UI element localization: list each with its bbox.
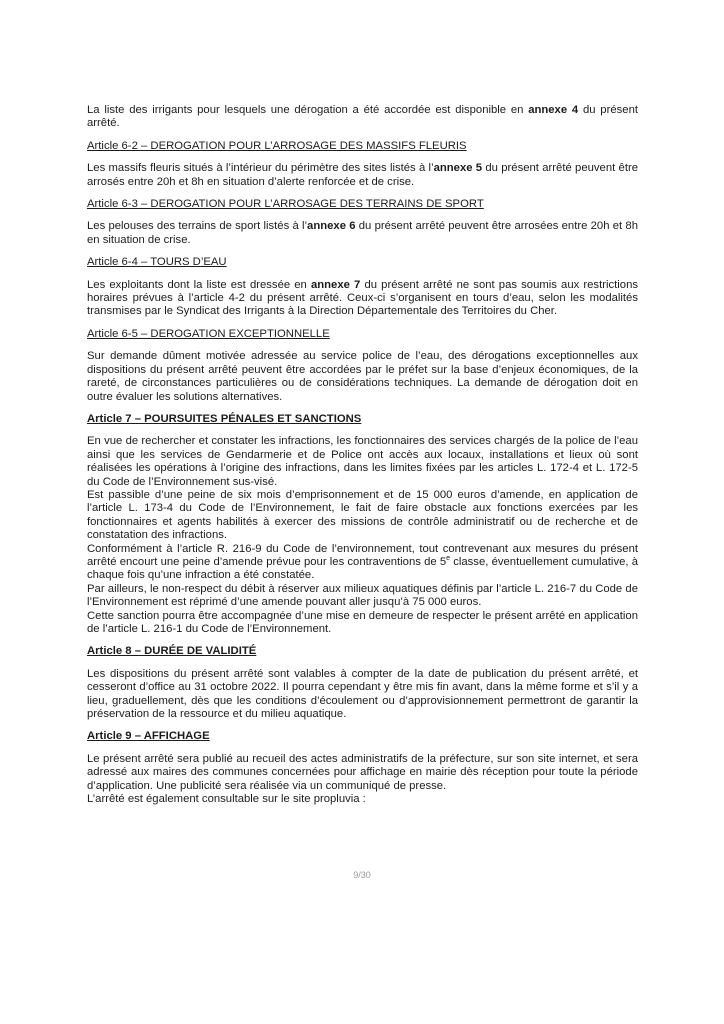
article-9-paragraph-2: L’arrêté est également consultable sur le site propluvia : bbox=[87, 793, 366, 806]
article-7-paragraph-3-text-end: classe, éventuellement cumulative, à chaque fois qu’une infraction a été constatée. bbox=[87, 555, 638, 582]
page-number: 9/30 bbox=[353, 870, 371, 880]
article-6-4-text-end: du présent arrêté ne sont pas soumis aux restrictions horaires prévues à l’article 4-2 du présent arrêté. Ceux-ci s’organisent en tours d’eau, selon les modalités transmises par le Syndicat des Irrigants à la Direction Départementale des Territoires du Cher. bbox=[87, 278, 639, 318]
intro-text-end: du présent arrêté. bbox=[87, 104, 638, 130]
article-6-5-paragraph: Sur demande dûment motivée adressée au service police de l’eau, des dérogations exceptionnelles aux dispositions du présent arrêté peuvent être accordées par le préfet sur la base d’enjeux économiques, de la rareté, de circonstances particulières ou de considérations techniques. La demande de dérogation doit en outre évaluer les solutions alternatives. bbox=[87, 350, 638, 403]
superscript-e: e bbox=[446, 555, 451, 563]
article-7-body bbox=[87, 435, 638, 636]
article-8-heading: Article 8 – DURÉE DE VALIDITÉ bbox=[87, 645, 257, 658]
article-6-2-text: Les massifs fleuris situés à l’intérieur du périmètre des sites listés à l’ bbox=[87, 162, 434, 175]
article-7-paragraph-3 bbox=[87, 543, 638, 583]
article-7-heading: Article 7 – POURSUITES PÉNALES ET SANCTIONS bbox=[87, 412, 362, 425]
annex-7-reference: annexe 7 bbox=[310, 278, 361, 291]
annex-6-reference: annexe 6 bbox=[307, 220, 356, 233]
article-6-2-text-end: du présent arrêté peuvent être arrosés entre 20h et 8h en situation d’alerte renforcée et de crise. bbox=[87, 162, 638, 188]
annex-5-reference: annexe 5 bbox=[433, 162, 483, 175]
article-6-2-heading: Article 6-2 – DEROGATION POUR L’ARROSAGE DES MASSIFS FLEURIS bbox=[87, 139, 467, 152]
article-6-3-text: Les pelouses des terrains de sport listés à l’ bbox=[87, 220, 308, 233]
intro-text: La liste des irrigants pour lesquels une dérogation a été accordée est disponible en bbox=[87, 104, 529, 116]
article-7-paragraph-4: Par ailleurs, le non-respect du débit à réserver aux milieux aquatiques définis par l’article L. 216-7 du Code de l’Environnement est réprimé d’une amende pouvant aller jusqu’à 75 000 euros. bbox=[87, 582, 638, 609]
intro-paragraph bbox=[87, 104, 638, 131]
article-6-2-paragraph bbox=[87, 162, 638, 189]
article-6-3-text-end: du présent arrêté peuvent être arrosées entre 20h et 8h en situation de crise. bbox=[87, 220, 638, 246]
article-8-paragraph: Les dispositions du présent arrêté sont valables à compter de la date de publication du présent arrêté, et cesseront d’office au 31 octobre 2022. Il pourra cependant y être mis fin avant, dans la même forme et s’il y a lieu, graduellement, dès que les conditions d’écoulement ou d’approvisionnement permettront de garantir la préservation de la ressource et du milieu aquatique. bbox=[87, 667, 638, 721]
article-9-body bbox=[87, 753, 638, 807]
article-9-heading: Article 9 – AFFICHAGE bbox=[87, 730, 210, 743]
annex-4-reference: annexe 4 bbox=[528, 104, 579, 116]
article-7-paragraph-3-text: Conformément à l’article R. 216-9 du Code de l’environnement, tout contrevenant aux mesures du présent arrêté encourt une peine d’amende prévue pour les contraventions de 5 bbox=[87, 542, 638, 568]
article-9-paragraph-1: Le présent arrêté sera publié au recueil des actes administratifs de la préfecture, sur son site internet, et sera adressé aux maires des communes concernées pour affichage en mairie dès réception pour toute la période d’application. Une publicité sera réalisée via un communiqué de presse. bbox=[87, 752, 638, 792]
article-6-3-paragraph bbox=[87, 220, 638, 247]
article-7-paragraph-1: En vue de rechercher et constater les infractions, les fonctionnaires des services chargés de la police de l’eau ainsi que les services de Gendarmerie et de Police ont accès aux locaux, installations et lieux où sont réalisées les opérations à l’origine des infractions, dans les limites fixées par les articles L. 172-4 et L. 172-5 du Code de l’Environnement sus-visé. bbox=[87, 435, 638, 488]
article-6-4-text: Les exploitants dont la liste est dressée en bbox=[87, 278, 311, 291]
article-6-4-paragraph bbox=[87, 279, 638, 319]
article-6-4-heading: Article 6-4 – TOURS D’EAU bbox=[87, 256, 227, 269]
article-7-paragraph-2: Est passible d’une peine de six mois d’emprisonnement et de 15 000 euros d’amende, en application de l’article L. 173-4 du Code de l’Environnement, le fait de faire obstacle aux fonctions exercées par les fonctionnaires et agents habilités à exercer des missions de contrôle administratif ou de recherche et de constatation des infractions. bbox=[87, 488, 638, 542]
article-6-3-heading: Article 6-3 – DEROGATION POUR L’ARROSAGE DES TERRAINS DE SPORT bbox=[87, 198, 484, 211]
article-6-5-heading: Article 6-5 – DEROGATION EXCEPTIONNELLE bbox=[87, 327, 330, 340]
article-7-paragraph-5: Cette sanction pourra être accompagnée d’une mise en demeure de respecter le présent arrêté en application de l’article L. 216-1 du Code de l’Environnement. bbox=[87, 609, 638, 635]
